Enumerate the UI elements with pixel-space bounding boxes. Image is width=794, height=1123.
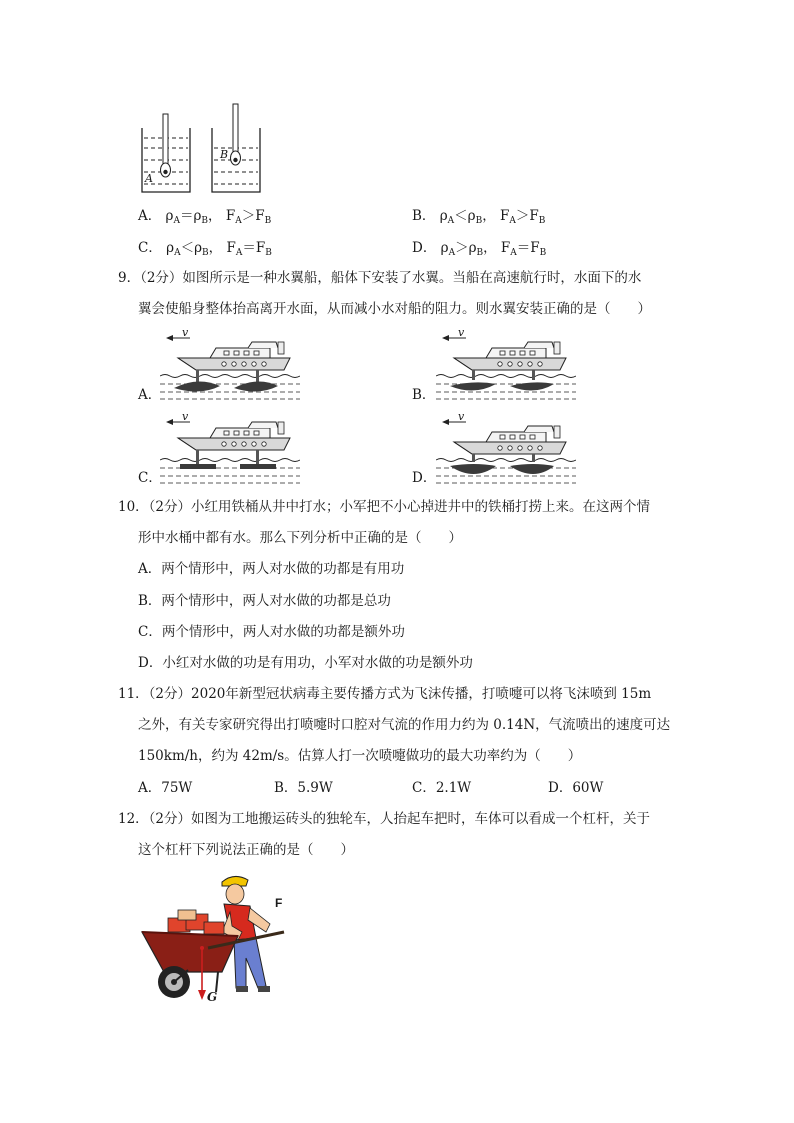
q8-option-b[interactable]: B． $\rho_A<\rho_B$， $F_A>F_B$ bbox=[412, 208, 546, 226]
q11-option-c[interactable]: C．2.1W bbox=[412, 780, 472, 796]
q11-option-b[interactable]: B．5.9W bbox=[274, 780, 333, 796]
q10-option-a[interactable]: A．两个情形中，两人对水做的功都是有用功 bbox=[138, 561, 405, 577]
q9-stem-line1: 9．（2分）如图所示是一种水翼船，船体下安装了水翼。当船在高速航行时，水面下的水 bbox=[118, 270, 642, 286]
q12-wheelbarrow-figure bbox=[138, 868, 298, 1008]
q9-v-label-b: v bbox=[458, 326, 465, 339]
worker bbox=[222, 876, 270, 992]
q8-option-a[interactable]: A． $\rho_A=\rho_B$， $F_A>F_B$ bbox=[138, 208, 272, 226]
q11-stem-line2: 之外，有关专家研究得出打喷嚏时口腔对气流的作用力约为 0.14N，气流喷出的速度可达 bbox=[138, 717, 671, 733]
q9-stem-line2: 翼会使船身整体抬高离开水面，从而减小水对船的阻力。则水翼安装正确的是（ ） bbox=[138, 301, 651, 317]
option-letter: B． bbox=[412, 208, 436, 224]
q11-option-a[interactable]: A．75W bbox=[138, 780, 193, 796]
q9-option-d[interactable]: D． bbox=[412, 470, 437, 486]
q9-v-label-d: v bbox=[458, 410, 465, 423]
q8-label-b: B bbox=[220, 148, 229, 161]
q12-stem-line1: 12．（2分）如图为工地搬运砖头的独轮车，人抬起车把时，车体可以看成一个杠杆，关于 bbox=[118, 811, 651, 827]
q9-v-label-a: v bbox=[182, 326, 189, 339]
q10-stem-line2: 形中水桶中都有水。那么下列分析中正确的是（ ） bbox=[138, 530, 462, 546]
q9-v-label-c: v bbox=[182, 410, 189, 423]
q12-gravity-label: G bbox=[207, 990, 218, 1004]
q12-force-label: F bbox=[275, 896, 283, 910]
option-letter: A． bbox=[138, 208, 162, 224]
q10-option-b[interactable]: B．两个情形中，两人对水做的功都是总功 bbox=[138, 593, 391, 609]
q8-option-d[interactable]: D． $\rho_A>\rho_B$， $F_A=F_B$ bbox=[412, 240, 547, 258]
q9-option-c[interactable]: C． bbox=[138, 470, 162, 486]
q9-option-b[interactable]: B． bbox=[412, 387, 436, 403]
q8-label-a: A bbox=[145, 172, 153, 185]
q8-option-c[interactable]: C． $\rho_A<\rho_B$， $F_A=F_B$ bbox=[138, 240, 272, 258]
option-letter: D． bbox=[412, 240, 437, 256]
q9-option-c-figure bbox=[160, 410, 300, 484]
q11-option-d[interactable]: D．60W bbox=[548, 780, 604, 796]
q10-option-c[interactable]: C．两个情形中，两人对水做的功都是额外功 bbox=[138, 624, 405, 640]
q10-stem-line1: 10．（2分）小红用铁桶从井中打水；小军把不小心掉进井中的铁桶打捞上来。在这两个情 bbox=[118, 499, 651, 515]
option-letter: C． bbox=[138, 240, 162, 256]
q10-option-d[interactable]: D．小红对水做的功是有用功，小军对水做的功是额外功 bbox=[138, 655, 473, 671]
q12-stem-line2: 这个杠杆下列说法正确的是（ ） bbox=[138, 842, 354, 858]
q11-stem-line1: 11．（2分）2020年新型冠状病毒主要传播方式为飞沫传播，打喷嚏可以将飞沫喷到 15m bbox=[118, 686, 652, 702]
q11-stem-line3: 150km/h，约为 42m/s。估算人打一次喷嚏做功的最大功率约为（ ） bbox=[138, 748, 582, 764]
q9-option-a-figure bbox=[160, 326, 300, 400]
q9-option-a[interactable]: A． bbox=[138, 387, 162, 403]
q9-option-d-figure bbox=[436, 410, 576, 484]
q8-beakers-figure bbox=[138, 100, 268, 195]
q9-option-b-figure bbox=[436, 326, 576, 400]
